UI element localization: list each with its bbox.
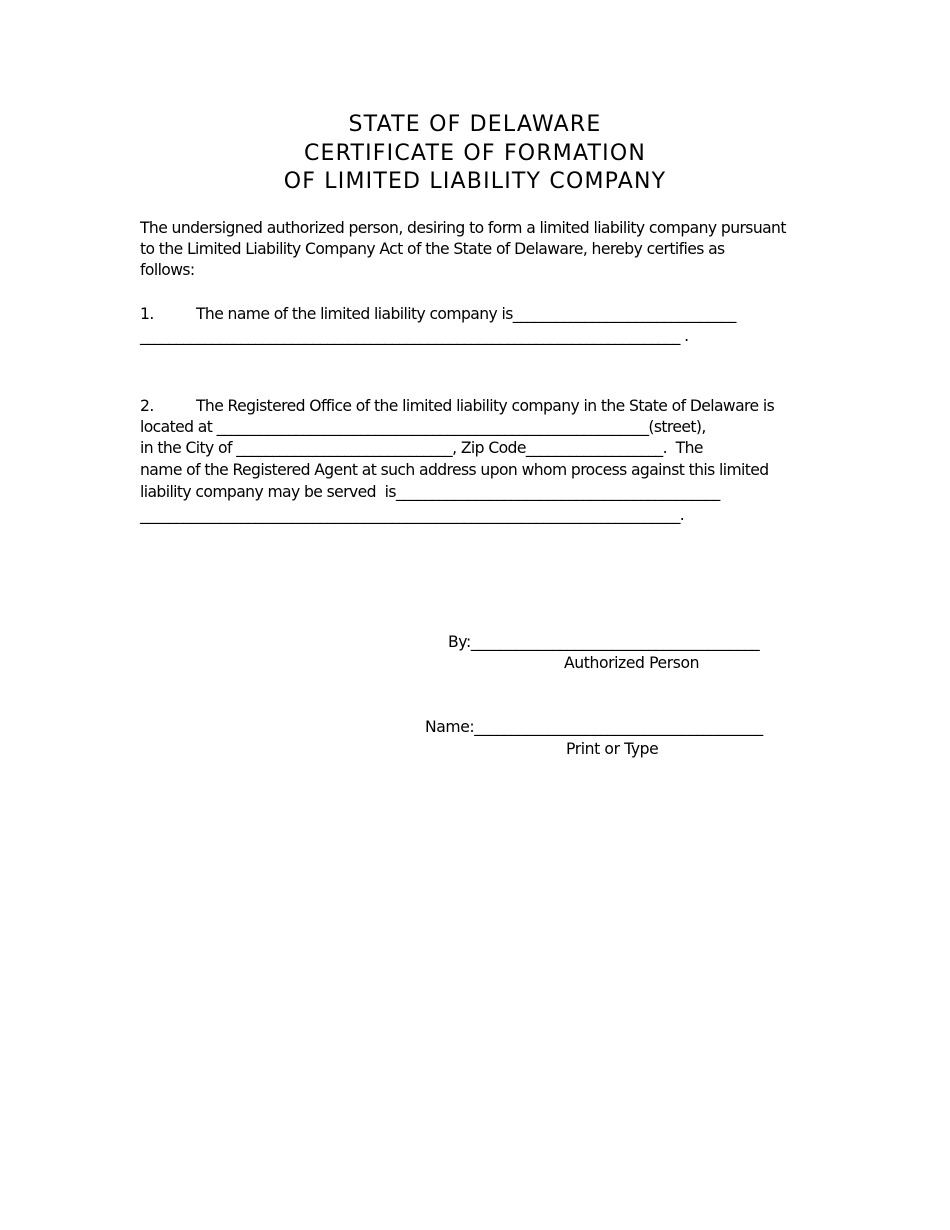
title-line-3: OF LIMITED LIABILITY COMPANY: [283, 169, 667, 194]
item-1-number: 1.: [140, 305, 154, 323]
intro-line-3: follows:: [140, 261, 195, 279]
item-2-text: The Registered Office of the limited liability company in the State of Delaware is: [196, 397, 775, 415]
intro-line-1: The undersigned authorized person, desiring to form a limited liability company pursuant: [140, 219, 786, 237]
item-2-number: 2.: [140, 397, 154, 415]
authorized-person-caption: Authorized Person: [564, 654, 700, 672]
company-name-field-continued[interactable]: ___________________________________________________________________________ .: [140, 327, 689, 345]
title-line-2: CERTIFICATE OF FORMATION: [303, 140, 647, 166]
name-print-field[interactable]: Name:_______________________________________: [425, 718, 763, 736]
intro-line-2: to the Limited Liability Company Act of the State of Delaware, hereby certifies as: [140, 240, 725, 258]
document-title: [0, 111, 950, 197]
company-name-field[interactable]: The name of the limited liability company is_______________________________: [196, 305, 736, 323]
item-2-line-4: name of the Registered Agent at such address upon whom process against this limited: [140, 461, 769, 479]
registered-agent-field[interactable]: liability company may be served is_____________________________________________: [140, 483, 720, 501]
title-line-1: STATE OF DELAWARE: [348, 112, 602, 137]
city-zip-field[interactable]: in the City of ______________________________, Zip Code___________________. The: [140, 439, 703, 457]
print-or-type-caption: Print or Type: [566, 740, 659, 758]
by-signature-field[interactable]: By:_______________________________________: [448, 633, 760, 651]
street-field[interactable]: located at ____________________________________________________________(street),: [140, 418, 706, 436]
item-1-line-1: [140, 304, 736, 325]
item-2-line-1: [140, 396, 774, 417]
registered-agent-field-continued[interactable]: ___________________________________________________________________________.: [140, 506, 685, 524]
